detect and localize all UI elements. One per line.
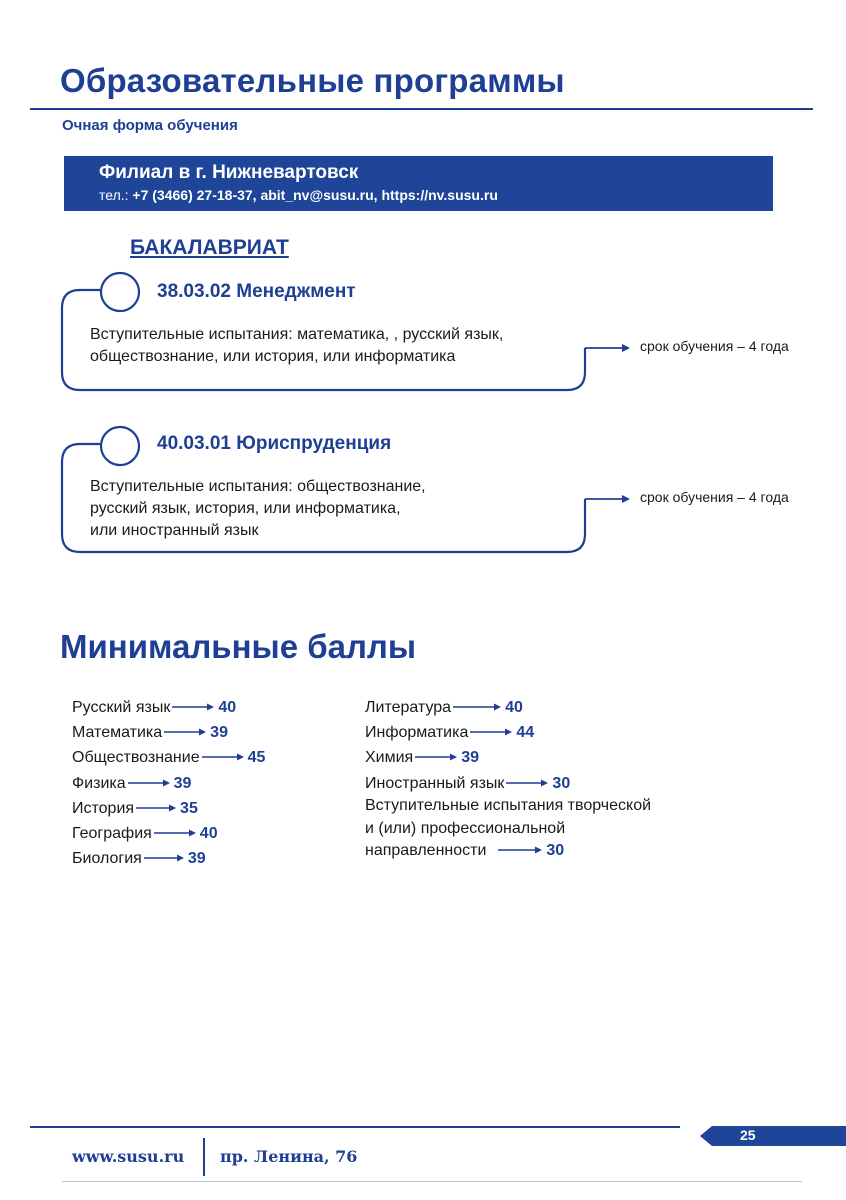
arrow-icon xyxy=(453,699,501,717)
score-row xyxy=(72,773,191,795)
score-value: 44 xyxy=(516,724,535,742)
contact-details: +7 (3466) 27-18-37, abit_nv@susu.ru, https://nv.susu.ru xyxy=(132,187,498,203)
page-subtitle: Очная форма обучения xyxy=(62,117,238,134)
exam-line: обществознание, или история, или информатика xyxy=(90,348,456,365)
footer-address: пр. Ленина, 76 xyxy=(220,1147,358,1166)
arrow-icon xyxy=(622,495,630,503)
score-value: 40 xyxy=(218,699,237,716)
phone-label: тел.: xyxy=(99,187,129,203)
arrow-icon xyxy=(144,850,184,868)
program-exams-2 xyxy=(90,476,426,542)
creative-line: Вступительные испытания творческой xyxy=(365,797,652,814)
program-bullet-1 xyxy=(101,273,139,311)
score-value: 40 xyxy=(505,699,523,716)
subject-name: Математика xyxy=(72,724,163,742)
page-title: Образовательные программы xyxy=(60,62,565,99)
footer-website[interactable]: www.susu.ru xyxy=(72,1147,185,1166)
degree-level-heading: БАКАЛАВРИАТ xyxy=(130,236,289,259)
exam-line: или иностранный язык xyxy=(90,522,259,539)
score-row xyxy=(72,697,236,719)
subject-name: Русский язык xyxy=(72,699,171,716)
arrow-icon xyxy=(154,825,196,843)
subject-name: Химия xyxy=(365,749,414,767)
score-value: 39 xyxy=(173,774,192,792)
score-row xyxy=(72,747,265,769)
program-bullet-2 xyxy=(101,427,139,465)
arrow-icon xyxy=(128,775,170,793)
subject-name: История xyxy=(72,799,135,817)
score-row xyxy=(365,773,570,795)
arrow-icon xyxy=(202,749,244,767)
score-value: 39 xyxy=(210,724,228,742)
arrow-icon xyxy=(172,699,214,717)
exam-line: Вступительные испытания: обществознание, xyxy=(90,478,426,495)
footer-rule xyxy=(30,1126,680,1128)
subject-name: Информатика xyxy=(365,724,469,742)
min-scores-title: Минимальные баллы xyxy=(60,628,417,665)
score-row xyxy=(72,823,218,845)
program-title-2: 40.03.01 Юриспруденция xyxy=(157,433,392,454)
creative-exam-score xyxy=(365,795,651,863)
arrow-icon xyxy=(622,344,630,352)
score-value: 39 xyxy=(461,749,480,767)
creative-line: направленности xyxy=(365,842,487,859)
score-row xyxy=(72,848,206,870)
exam-line: Вступительные испытания: математика, , русский язык, xyxy=(90,326,504,343)
subject-name: Иностранный язык xyxy=(365,774,505,792)
score-row xyxy=(365,697,523,719)
score-row xyxy=(72,722,228,744)
subject-name: Литература xyxy=(365,699,452,716)
program-exams-1 xyxy=(90,324,503,368)
arrow-icon xyxy=(164,724,206,742)
score-value: 30 xyxy=(552,774,571,792)
arrow-icon xyxy=(136,800,176,818)
program-duration-1: срок обучения – 4 года xyxy=(640,338,789,354)
creative-line-last xyxy=(365,840,651,863)
page-number-tab xyxy=(700,1126,846,1146)
subject-name: Биология xyxy=(72,850,142,868)
score-value: 45 xyxy=(247,749,266,767)
subject-name: Обществознание xyxy=(72,749,200,767)
exam-line: русский язык, история, или информатика, xyxy=(90,500,401,517)
score-value: 39 xyxy=(187,850,206,868)
branch-name: Филиал в г. Нижневартовск xyxy=(99,162,359,183)
arrow-icon xyxy=(506,775,548,793)
footer-bottom-line xyxy=(62,1181,802,1182)
score-value: 35 xyxy=(180,799,198,817)
arrow-icon xyxy=(415,749,457,767)
footer-divider xyxy=(203,1138,205,1176)
score-row xyxy=(365,722,534,744)
score-row xyxy=(365,747,479,769)
score-value: 30 xyxy=(546,842,565,859)
arrow-icon xyxy=(498,840,542,863)
score-row xyxy=(72,798,198,820)
program-title-1: 38.03.02 Менеджмент xyxy=(157,281,356,302)
creative-line: и (или) профессиональной xyxy=(365,819,566,837)
page-number: 25 xyxy=(740,1127,756,1143)
subject-name: География xyxy=(72,825,152,842)
score-value: 40 xyxy=(199,825,218,842)
program-duration-2: срок обучения – 4 года xyxy=(640,489,789,505)
arrow-icon xyxy=(470,724,512,742)
subject-name: Физика xyxy=(72,774,126,792)
